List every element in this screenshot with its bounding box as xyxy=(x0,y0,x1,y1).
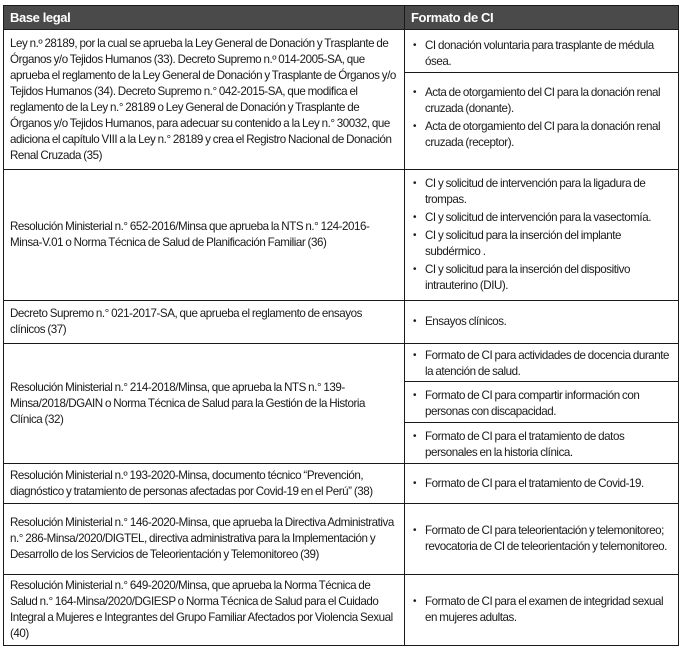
formato-cell xyxy=(405,170,679,301)
base-legal-cell: Resolución Ministerial n.º 193-2020-Minsa, documento técnico “Prevención, diagnóstico y tratamiento de personas afectadas por Covid-19 en el Perú” (38) xyxy=(4,464,405,504)
formato-block xyxy=(405,470,678,498)
formato-cell xyxy=(405,344,679,464)
list-item: • Formato de CI para compartir información con personas con discapacidad. xyxy=(411,388,672,420)
list-item: • CI donación voluntaria para trasplante de médula ósea. xyxy=(411,38,672,70)
list-item: • Formato de CI para el examen de integridad sexual en mujeres adultas. xyxy=(411,594,672,626)
table-row xyxy=(4,30,679,170)
list-item: • Acta de otorgamiento del CI para la donación renal cruzada (donante). xyxy=(411,85,672,117)
table-row xyxy=(4,301,679,344)
base-legal-cell: Ley n.º 28189, por la cual se aprueba la Ley General de Donación y Trasplante de Órganos y/o Tejidos Humanos (33). Decreto Supremo n.º 014-2005-SA, que aprueba el reglamento de la Ley General de Donación y Trasplante de Órganos y/o Tejidos Humanos (34). Decreto Supremo n.° 042-2015-SA, que modifica el reglamento de la Ley n.° 28189 o Ley General de Donación y Trasplante de Órganos y/o Tejidos Humanos, para adecuar su contenido a la Ley n.° 30032, que adiciona el capítulo VIII a la Ley n.° 28189 y crea el Registro Nacional de Donación Renal Cruzada (35) xyxy=(4,30,405,170)
formato-cell xyxy=(405,504,679,575)
table-row xyxy=(4,170,679,301)
list-item: • Formato de CI para el tratamiento de datos personales en la historia clínica. xyxy=(411,429,672,461)
table-header-row xyxy=(4,6,679,30)
table-row xyxy=(4,464,679,504)
list-item: • Formato de CI para el tratamiento de Covid-19. xyxy=(411,476,672,492)
formato-cell xyxy=(405,464,679,504)
base-legal-cell: Resolución Ministerial n.° 146-2020-Minsa, que aprueba la Directiva Administrativa n.° 286-Minsa/2020/DIGTEL, directiva administrativa para la Implementación y Desarrollo de los Servicios de Teleorientación y Telemonitoreo (39) xyxy=(4,504,405,575)
table-row xyxy=(4,575,679,646)
formato-block xyxy=(405,30,678,72)
legal-basis-table xyxy=(3,5,679,646)
list-item: • CI y solicitud para la inserción del dispositivo intrauterino (DIU). xyxy=(411,262,672,294)
header-base-legal: Base legal xyxy=(4,6,405,30)
table-row xyxy=(4,344,679,464)
list-item: • Formato de CI para actividades de docencia durante la atención de salud. xyxy=(411,348,672,380)
formato-cell xyxy=(405,575,679,646)
base-legal-cell: Resolución Ministerial n.° 214-2018/Minsa, que aprueba la NTS n.° 139-Minsa/2018/DGAIN o Norma Técnica de Salud para la Gestión de la Historia Clínica (32) xyxy=(4,344,405,464)
formato-cell xyxy=(405,301,679,344)
base-legal-cell: Decreto Supremo n.° 021-2017-SA, que aprueba el reglamento de ensayos clínicos (37) xyxy=(4,301,405,344)
formato-block xyxy=(405,344,678,381)
base-legal-cell: Resolución Ministerial n.° 649-2020/Minsa, que aprueba la Norma Técnica de Salud n.° 164-Minsa/2020/DGIESP o Norma Técnica de Salud para el Cuidado Integral a Mujeres e Integrantes del Grupo Familiar Afectados por Violencia Sexual (40) xyxy=(4,575,405,646)
table-row xyxy=(4,504,679,575)
formato-block xyxy=(405,588,678,632)
formato-cell xyxy=(405,30,679,170)
list-item: • CI y solicitud de intervención para la ligadura de trompas. xyxy=(411,176,672,208)
formato-block xyxy=(405,72,678,169)
header-formato-ci: Formato de CI xyxy=(405,6,679,30)
formato-block xyxy=(405,381,678,422)
list-item: • Ensayos clínicos. xyxy=(411,314,672,330)
formato-block xyxy=(405,170,678,300)
list-item: • Formato de CI para teleorientación y telemonitoreo; revocatoria de CI de teleorientación y telemonitoreo. xyxy=(411,523,672,555)
formato-block xyxy=(405,308,678,336)
list-item: • CI y solicitud para la inserción del implante subdérmico . xyxy=(411,228,672,260)
base-legal-cell: Resolución Ministerial n.° 652-2016/Minsa que aprueba la NTS n.° 124-2016-Minsa-V.01 o Norma Técnica de Salud de Planificación Familiar (36) xyxy=(4,170,405,301)
list-item: • Acta de otorgamiento del CI para la donación renal cruzada (receptor). xyxy=(411,119,672,151)
formato-block xyxy=(405,422,678,463)
formato-block xyxy=(405,517,678,561)
list-item: • CI y solicitud de intervención para la vasectomía. xyxy=(411,210,672,226)
